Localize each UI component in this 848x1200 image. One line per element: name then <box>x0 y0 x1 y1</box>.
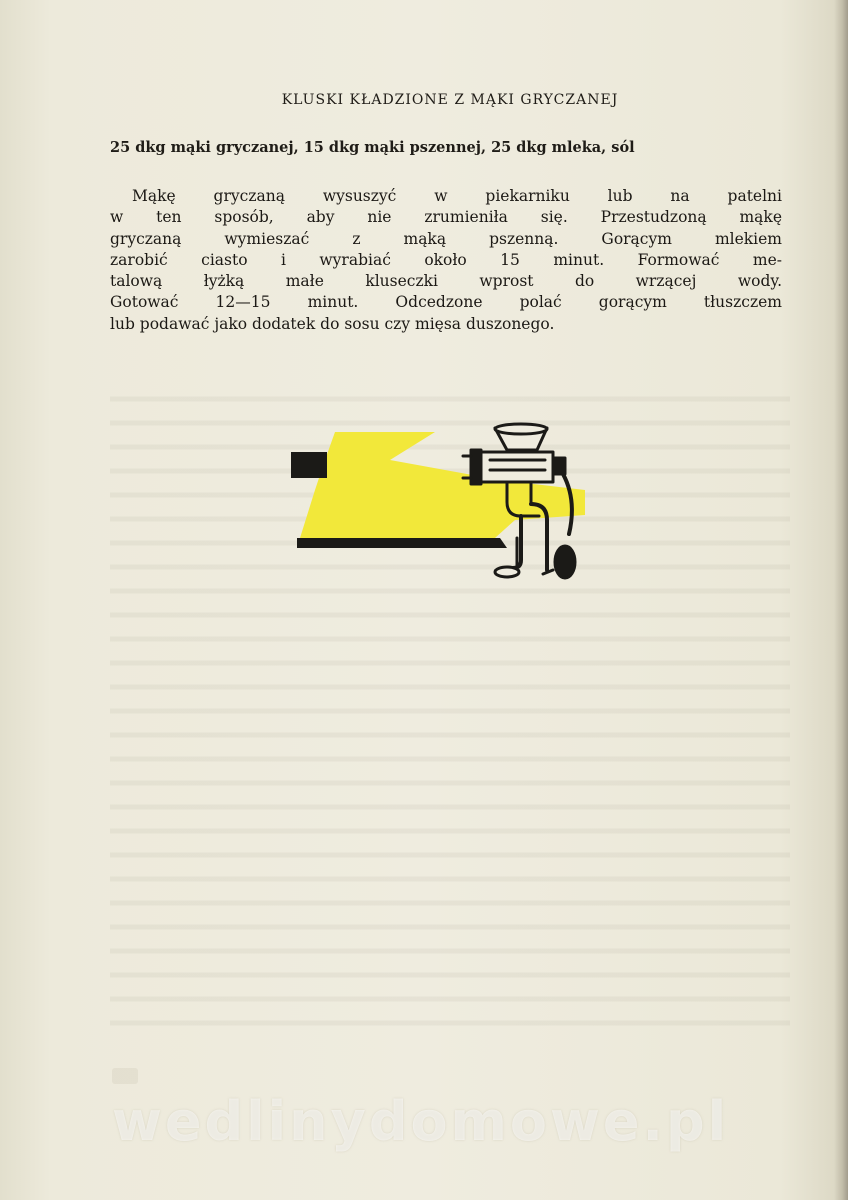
instruction-line: talową łyżką małe kluseczki wprost do wrzącej wody. <box>110 272 782 291</box>
black-square <box>291 452 327 478</box>
watermark: wedlinydomowe.pl <box>112 1090 730 1153</box>
page-number-area <box>112 1068 138 1084</box>
instruction-line: Mąkę gryczaną wysuszyć w piekarniku lub na patelni <box>132 187 782 205</box>
page-edge-shadow <box>834 0 848 1200</box>
recipe-title: KLUSKI KŁADZIONE Z MĄKI GRYCZANEJ <box>281 92 619 108</box>
meat-grinder-icon <box>285 420 595 590</box>
instruction-line: gryczaną wymieszać z mąką pszenną. Gorącym mlekiem <box>110 229 782 248</box>
instruction-line: lub podawać jako dodatek do sosu czy mięsa duszonego. <box>110 314 555 333</box>
black-base <box>297 538 507 548</box>
instruction-line: w ten sposób, aby nie zrumieniła się. Przestudzoną mąkę <box>110 208 782 227</box>
instruction-line: Gotować 12—15 minut. Odcedzone polać gorącym tłuszczem <box>110 293 782 312</box>
recipe-instructions <box>110 186 782 335</box>
ingredients-line: 25 dkg mąki gryczanej, 15 dkg mąki pszennej, 25 dkg mleka, sól <box>110 139 635 156</box>
yellow-band-top <box>325 432 435 460</box>
instruction-line: zarobić ciasto i wyrabiać około 15 minut. Formować me- <box>110 250 782 269</box>
